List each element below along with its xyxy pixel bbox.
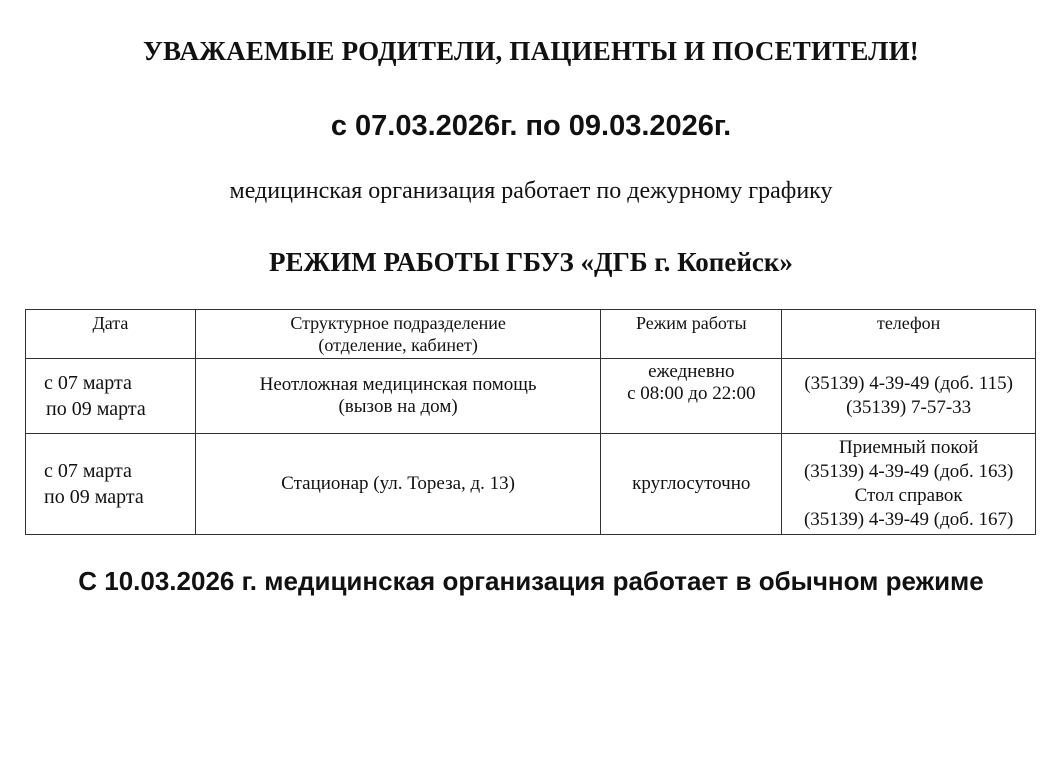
mode-line: ежедневно [648, 361, 735, 382]
date-cell [26, 359, 196, 434]
footer-notice: С 10.03.2026 г. медицинская организация работает в обычном режиме [78, 566, 984, 596]
schedule-title: РЕЖИМ РАБОТЫ ГБУЗ «ДГБ г. Копейск» [269, 247, 793, 277]
schedule-table [25, 309, 1036, 535]
table-header-row [26, 310, 1036, 359]
header-mode: Режим работы [601, 310, 782, 359]
date-line: с 07 марта [44, 372, 132, 394]
phone-line: (35139) 4-39-49 (доб. 163) [803, 461, 1014, 482]
unit-line: (вызов на дом) [338, 396, 458, 417]
unit-cell [195, 359, 601, 434]
notice-text: медицинская организация работает по дежурному графику [229, 178, 833, 204]
table-row [26, 359, 1036, 434]
phone-line: (35139) 7-57-33 [846, 397, 972, 418]
table-row [26, 434, 1036, 535]
header-unit [195, 310, 601, 359]
mode-line: круглосуточно [632, 473, 751, 494]
header-unit-line: (отделение, кабинет) [318, 335, 478, 355]
unit-line: Стационар (ул. Тореза, д. 13) [281, 473, 515, 494]
date-line: с 07 марта [44, 460, 132, 482]
unit-line: Неотложная медицинская помощь [259, 374, 537, 395]
period-text: с 07.03.2026г. по 09.03.2026г. [330, 110, 732, 142]
phone-line: Приемный покой [838, 437, 979, 458]
date-line: по 09 марта [46, 398, 146, 420]
mode-line: с 08:00 до 22:00 [627, 383, 756, 404]
date-line: по 09 марта [44, 486, 144, 508]
header-phone: телефон [782, 310, 1036, 359]
header-date: Дата [26, 310, 196, 359]
phone-line: Стол справок [854, 485, 963, 506]
unit-cell [195, 434, 601, 535]
mode-cell [601, 434, 782, 535]
header-unit-line: Структурное подразделение [290, 313, 506, 333]
mode-cell [601, 359, 782, 434]
date-cell [26, 434, 196, 535]
page-heading: УВАЖАЕМЫЕ РОДИТЕЛИ, ПАЦИЕНТЫ И ПОСЕТИТЕЛИ! [143, 36, 919, 66]
phone-cell [782, 359, 1036, 434]
phone-line: (35139) 4-39-49 (доб. 115) [804, 373, 1013, 394]
phone-line: (35139) 4-39-49 (доб. 167) [803, 509, 1014, 530]
phone-cell [782, 434, 1036, 535]
